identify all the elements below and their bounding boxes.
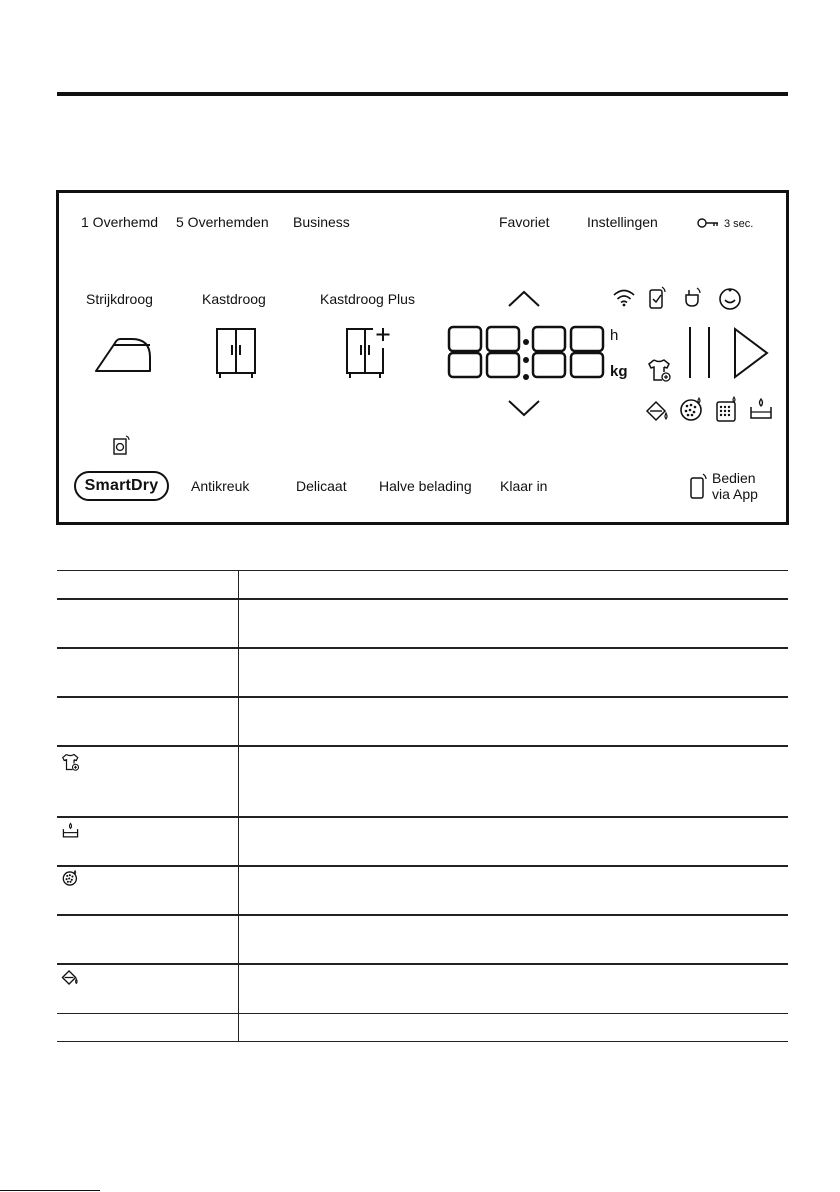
shirt-plus-icon xyxy=(62,753,80,771)
iron-icon[interactable] xyxy=(94,335,154,373)
table-rule xyxy=(57,816,788,818)
smartdry-button[interactable]: SmartDry xyxy=(74,471,169,501)
arrow-down-icon[interactable] xyxy=(507,399,541,417)
lock-time-label: 3 sec. xyxy=(724,218,754,230)
table-column-divider xyxy=(238,570,239,1042)
button-business[interactable]: Business xyxy=(293,214,350,230)
table-rule xyxy=(57,570,788,571)
filter-icon xyxy=(62,870,79,887)
program-cupboard-dry-plus-label[interactable]: Kastdroog Plus xyxy=(320,291,415,307)
button-five-shirts[interactable]: 5 Overhemden xyxy=(176,214,269,230)
app-label-line1[interactable]: Bedien xyxy=(712,470,756,486)
footer-rule xyxy=(0,1190,100,1191)
header-rule xyxy=(57,92,788,96)
table-rule xyxy=(57,1041,788,1042)
shirt-plus-icon xyxy=(648,358,672,382)
table-rule xyxy=(57,914,788,916)
button-settings[interactable]: Instellingen xyxy=(587,214,658,230)
button-half-load[interactable]: Halve belading xyxy=(379,478,472,494)
table-rule xyxy=(57,598,788,600)
arrow-up-icon[interactable] xyxy=(507,290,541,308)
water-tank-icon xyxy=(749,397,773,421)
table-rule xyxy=(57,865,788,867)
control-panel xyxy=(56,190,789,525)
button-delicate[interactable]: Delicaat xyxy=(296,478,347,494)
table-rule xyxy=(57,696,788,698)
button-anti-crease[interactable]: Antikreuk xyxy=(191,478,250,494)
filter-icon xyxy=(679,397,705,423)
water-tank-icon xyxy=(62,822,79,839)
table-rule xyxy=(57,647,788,649)
smiley-icon xyxy=(718,287,742,311)
wardrobe-plus-icon[interactable] xyxy=(345,326,393,379)
wardrobe-icon[interactable] xyxy=(215,327,257,379)
pause-icon[interactable] xyxy=(687,325,715,380)
unit-hours: h xyxy=(610,327,619,344)
button-favorite[interactable]: Favoriet xyxy=(499,214,550,230)
app-label-line2[interactable]: via App xyxy=(712,486,758,502)
lock-key-icon xyxy=(697,217,719,229)
condenser-icon xyxy=(715,397,739,423)
program-iron-dry-label[interactable]: Strijkdroog xyxy=(86,291,153,307)
unit-kg: kg xyxy=(610,363,628,380)
container-empty-icon xyxy=(645,400,671,422)
start-icon[interactable] xyxy=(733,327,769,379)
phone-check-icon xyxy=(649,286,667,310)
time-weight-display xyxy=(447,325,605,381)
table-rule xyxy=(57,963,788,965)
table-rule xyxy=(57,1013,788,1014)
phone-app-icon xyxy=(690,473,708,499)
button-ready-in[interactable]: Klaar in xyxy=(500,478,548,494)
plug-icon xyxy=(683,286,703,308)
container-empty-icon xyxy=(61,969,80,986)
table-rule xyxy=(57,745,788,747)
program-cupboard-dry-label[interactable]: Kastdroog xyxy=(202,291,266,307)
wifi-icon xyxy=(613,289,635,307)
smartdry-device-icon xyxy=(113,435,131,455)
button-one-shirt[interactable]: 1 Overhemd xyxy=(81,214,159,230)
